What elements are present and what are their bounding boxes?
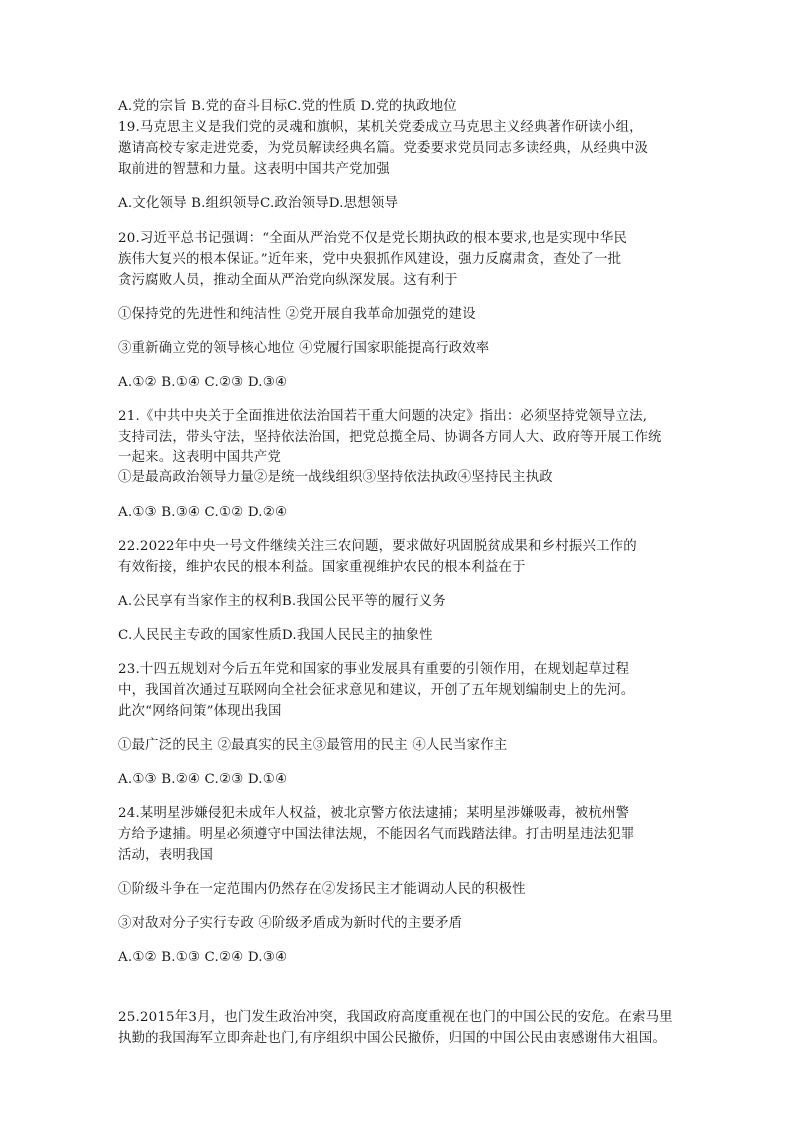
- q20-choice-row-1: ①保持党的先进性和纯洁性 ②党开展自我革命加强党的建设: [118, 307, 476, 322]
- q25-stem-line-2: 执勤的我国海军立即奔赴也门,有序组织中国公民撤侨，归国的中国公民由衷感谢伟大祖国。: [118, 1031, 667, 1046]
- q21-stem-line-2: 支持司法，带头守法，坚持依法治国，把党总揽全局、协调各方同人大、政府等开展工作统: [118, 430, 662, 445]
- q24-stem-line-3: 活动，表明我国: [118, 848, 214, 863]
- q23-options: A.①③ B.②④ C.②③ D.①④: [118, 772, 288, 787]
- q21-stem-line-3: 一起来。这表明中国共产党: [118, 450, 282, 465]
- q18-options: A.党的宗旨 B.党的奋斗目标C.党的性质 D.党的执政地位: [118, 99, 457, 114]
- q24-choice-row-1: ①阶级斗争在一定范围内仍然存在②发扬民主才能调动人民的积极性: [118, 882, 526, 897]
- q24-stem-line-1: 24.某明星涉嫌侵犯未成年人权益，被北京警方依法逮捕；某明星涉嫌吸毒，被杭州警: [118, 806, 630, 821]
- q21-options: A.①③ B.③④ C.①② D.②④: [118, 505, 288, 520]
- q19-stem-line-1: 19.马克思主义是我们党的灵魂和旗帜，某机关党委成立马克思主义经典著作研读小组，: [118, 120, 643, 135]
- q20-choice-row-2: ③重新确立党的领导核心地位 ④党履行国家职能提高行政效率: [118, 341, 490, 356]
- q21-stem-line-1: 21.《中共中央关于全面推进依法治国若干重大问题的决定》指出：必须坚持党领导立法,: [118, 409, 648, 424]
- q20-stem-line-1: 20.习近平总书记强调：“全面从严治党不仅是党长期执政的根本要求,也是实现中华民: [118, 231, 628, 246]
- q22-stem-line-2: 有效衔接，维护农民的根本利益。国家重视维护农民的根本利益在于: [118, 560, 526, 575]
- q20-stem-line-2: 族伟大复兴的根本保证。”近年来，党中央狠抓作风建设，强力反腐肃贪，查处了一批: [118, 252, 622, 267]
- q21-choice-row: ①是最高政治领导力量②是统一战线组织③坚持依法执政④坚持民主执政: [118, 470, 553, 485]
- q24-choice-row-2: ③对敌对分子实行专政 ④阶级矛盾成为新时代的主要矛盾: [118, 916, 463, 931]
- q23-stem-line-2: 中，我国首次通过互联网向全社会征求意见和建议，开创了五年规划编制史上的先河。: [118, 683, 635, 698]
- q19-stem-line-3: 取前进的智慧和力量。这表明中国共产党加强: [118, 162, 390, 177]
- q19-stem-line-2: 邀请高校专家走进党委，为党员解读经典名篇。党委要求党员同志多读经典，从经典中汲: [118, 141, 649, 156]
- q20-stem-line-3: 贪污腐败人员，推动全面从严治党向纵深发展。这有利于: [118, 273, 458, 288]
- q22-stem-line-1: 22.2022年中央一号文件继续关注三农问题，要求做好巩固脱贫成果和乡村振兴工作的: [118, 539, 637, 554]
- q23-stem-line-1: 23.十四五规划对今后五年党和国家的事业发展具有重要的引领作用，在规划起草过程: [118, 662, 630, 677]
- q23-choice-row: ①最广泛的民主 ②最真实的民主③最管用的民主 ④人民当家作主: [118, 738, 508, 753]
- q25-stem-line-1: 25.2015年3月，也门发生政治冲突，我国政府高度重视在也门的中国公民的安危。在索马里: [118, 1010, 673, 1025]
- q22-options-row-1: A.公民享有当家作主的权利B.我国公民平等的履行义务: [118, 594, 446, 609]
- q23-stem-line-3: 此次“网络问策”体现出我国: [118, 704, 282, 719]
- q19-options: A.文化领导 B.组织领导C.政治领导D.思想领导: [118, 196, 399, 211]
- q24-options: A.①② B.①③ C.②④ D.③④: [118, 950, 288, 965]
- q22-options-row-2: C.人民民主专政的国家性质D.我国人民民主的抽象性: [118, 628, 433, 643]
- q20-options: A.①② B.①④ C.②③ D.③④: [118, 375, 288, 390]
- q24-stem-line-2: 方给予逮捕。明星必须遵守中国法律法规，不能因名气而践踏法律。打击明星违法犯罪: [118, 827, 635, 842]
